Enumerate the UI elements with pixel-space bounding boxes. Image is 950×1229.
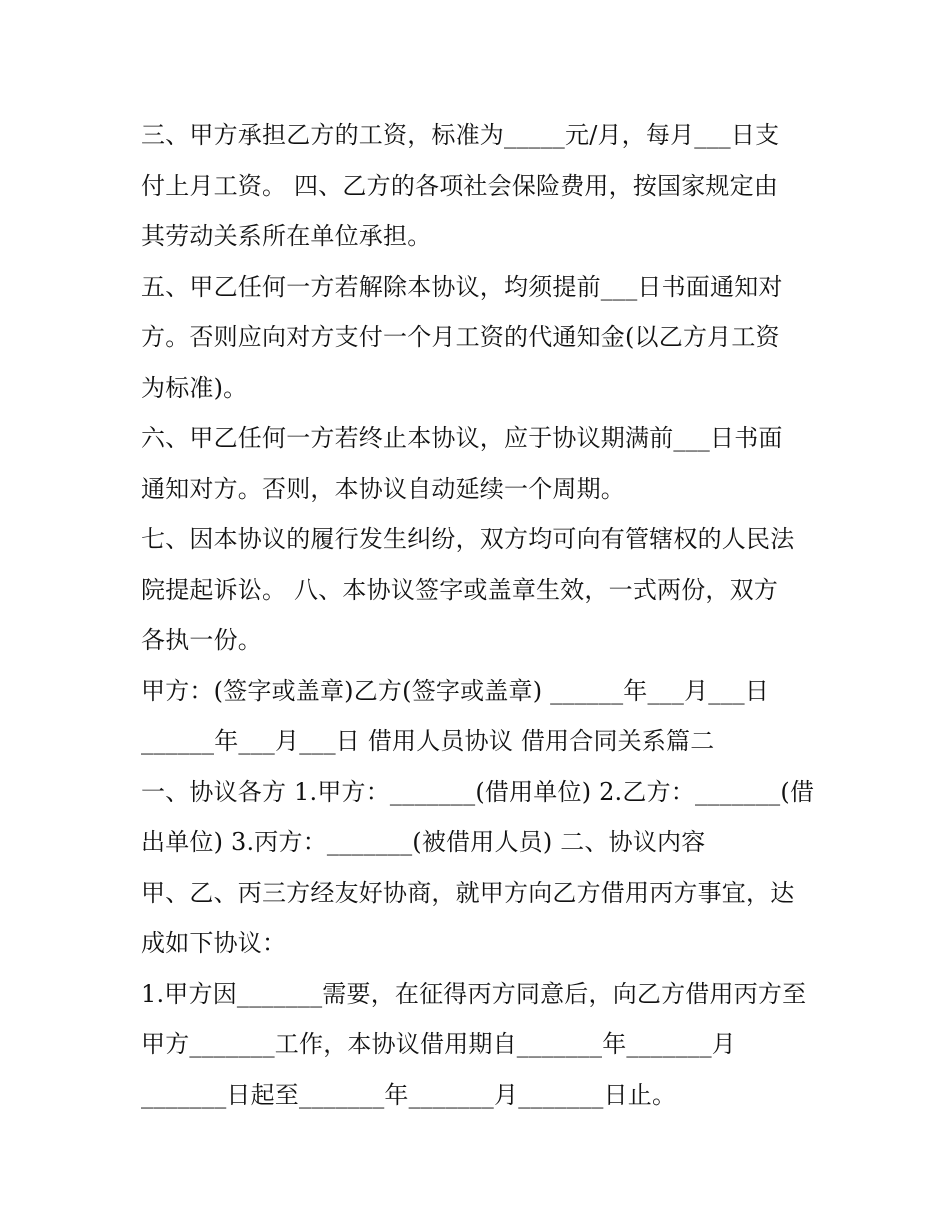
text-line: 其劳动关系所在单位承担。 xyxy=(141,222,432,250)
text-line: 院提起诉讼。 八、本协议签字或盖章生效，一式两份，双方 xyxy=(141,575,779,604)
text-line: 一、协议各方 1.甲方：_______(借用单位) 2.乙方：_______(借 xyxy=(141,777,815,806)
document-page xyxy=(141,110,821,1120)
text-line: _______日起至_______年_______月_______日止。 xyxy=(141,1080,677,1109)
paragraph-agreement-intro xyxy=(141,868,821,969)
paragraph-clause-7 xyxy=(141,514,821,666)
paragraph-clause-5 xyxy=(141,262,821,414)
text-line: 甲、乙、丙三方经友好协商，就甲方向乙方借用丙方事宜，达 xyxy=(141,878,795,907)
text-line: 各执一份。 xyxy=(141,626,262,654)
text-line: 五、甲乙任何一方若解除本协议，均须提前___日书面通知对 xyxy=(141,272,783,301)
text-line: 1.甲方因_______需要，在征得丙方同意后，向乙方借用丙方至 xyxy=(141,979,807,1008)
text-line: 出单位) 3.丙方：_______(被借用人员) 二、协议内容 xyxy=(141,828,706,856)
text-line: 七、因本协议的履行发生纠纷，双方均可向有管辖权的人民法 xyxy=(141,525,795,553)
paragraph-item-1 xyxy=(141,969,821,1121)
text-line: 通知对方。否则，本协议自动延续一个周期。 xyxy=(141,474,625,503)
text-line: ______年___月___日 借用人员协议 借用合同关系篇二 xyxy=(141,727,715,755)
paragraph-parties xyxy=(141,767,821,868)
text-line: 付上月工资。 四、乙方的各项社会保险费用，按国家规定由 xyxy=(141,171,779,200)
text-line: 为标准)。 xyxy=(141,373,248,402)
text-line: 三、甲方承担乙方的工资，标准为_____元/月，每月___日支 xyxy=(141,121,780,149)
text-line: 甲方_______工作，本协议借用期自_______年_______月 xyxy=(141,1030,736,1058)
paragraph-clause-3 xyxy=(141,110,821,262)
text-line: 六、甲乙任何一方若终止本协议，应于协议期满前___日书面 xyxy=(141,424,783,452)
text-line: 成如下协议： xyxy=(141,929,287,957)
paragraph-signatures xyxy=(141,666,821,767)
paragraph-clause-6 xyxy=(141,413,821,514)
text-line: 方。否则应向对方支付一个月工资的代通知金(以乙方月工资 xyxy=(141,323,780,351)
text-line: 甲方：(签字或盖章)乙方(签字或盖章) ______年___月___日 xyxy=(141,676,770,705)
